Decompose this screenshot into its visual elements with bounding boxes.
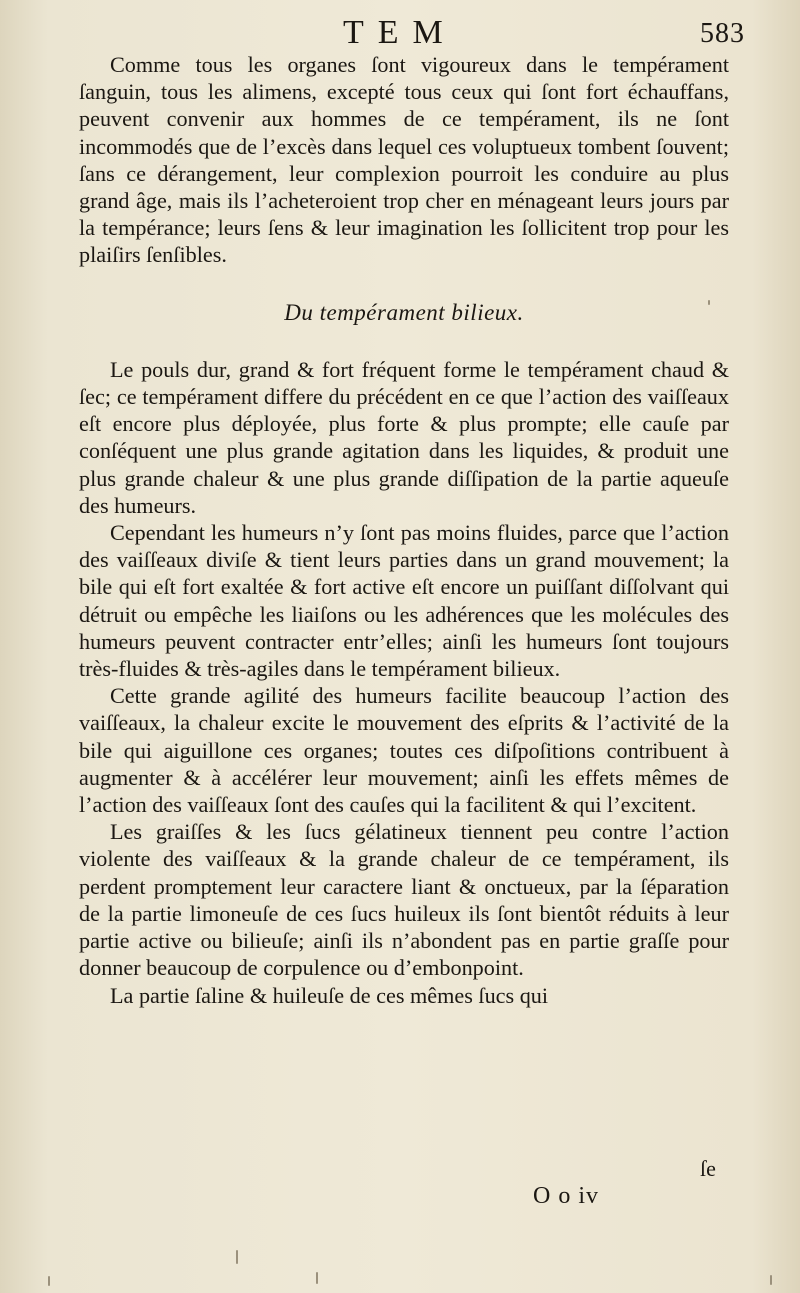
running-head: TEM (343, 14, 457, 51)
catchword: ſe (700, 1156, 716, 1181)
paragraph-saline: La partie ſaline & huileuſe de ces mêmes ſucs qui (110, 982, 549, 1008)
section-heading: Du tempérament bilieux. (284, 299, 524, 325)
page-header (0, 12, 800, 52)
paper-speck (236, 1250, 238, 1264)
signature-mark: O o iv (533, 1183, 599, 1209)
paper-speck (316, 1272, 318, 1284)
page-number: 583 (700, 18, 745, 49)
paper-speck (48, 1276, 50, 1286)
paper-speck (770, 1275, 772, 1285)
paragraph-humours-fluid: Cependant les humeurs n’y ſont pas moins fluides, parce que l’action des vaiſſeaux diviſe & tient leurs parties dans un grand mouvement; la bile qui eſt fort exaltée & fort active eſt encore un puiſſant diſſolvant qui détruit ou empêche les liaiſons ou les adhérences que les molécules des humeurs peuvent contracter entr’elles; ainſi les humeurs ſont toujours très-fluides & très-agiles dans le tempérament bilieux. (79, 520, 729, 682)
paper-speck (708, 300, 710, 305)
paragraph-sanguine-diet: Comme tous les organes ſont vigoureux dans le tempérament ſanguin, tous les alimens, excepté tous ceux qui ſont fort échauffans, peuvent convenir aux hommes de ce tempérament, ils ne ſont incommodés que de l’excès dans lequel ces voluptueux tombent ſouvent; ſans ce dérangement, leur complexion pourroit les conduire au plus grand âge, mais ils l’acheteroient trop cher en ménageant leurs jours par la tempérance; leurs ſens & leur imagination les ſollicitent trop pour les plaiſirs ſenſibles. (79, 52, 729, 268)
text-body (79, 51, 729, 1009)
paragraph-fats: Les graiſſes & les ſucs gélatineux tiennent peu contre l’action violente des vaiſſeaux & la grande chaleur de ce tempérament, ils perdent promptement leur caractere liant & onctueux, par la ſéparation de la partie limoneuſe de ces ſucs huileux ils ſont bientôt réduits à leur partie active ou bilieuſe; ainſi ils n’abondent pas en partie graſſe pour donner beaucoup de corpulence ou d’embonpoint. (79, 819, 729, 981)
paragraph-agility: Cette grande agilité des humeurs facilite beaucoup l’action des vaiſſeaux, la chaleur excite le mouvement des eſprits & l’activité de la bile qui aiguillone ces organes; toutes ces diſpoſitions contribuent à augmenter & à accélérer leur mouvement; ainſi les effets mêmes de l’action des vaiſſeaux ſont des cauſes qui la facilitent & qui l’excitent. (79, 683, 729, 818)
paragraph-bilious-pulse: Le pouls dur, grand & fort fréquent forme le tempérament chaud & ſec; ce tempérament differe du précédent en ce que l’action des vaiſſeaux eſt encore plus déployée, plus forte & plus prompte; elle cauſe par conſéquent une plus grande agitation dans les liquides, & produit une plus grande chaleur & une plus grande diſſipation de la partie aqueuſe des humeurs. (79, 356, 729, 518)
